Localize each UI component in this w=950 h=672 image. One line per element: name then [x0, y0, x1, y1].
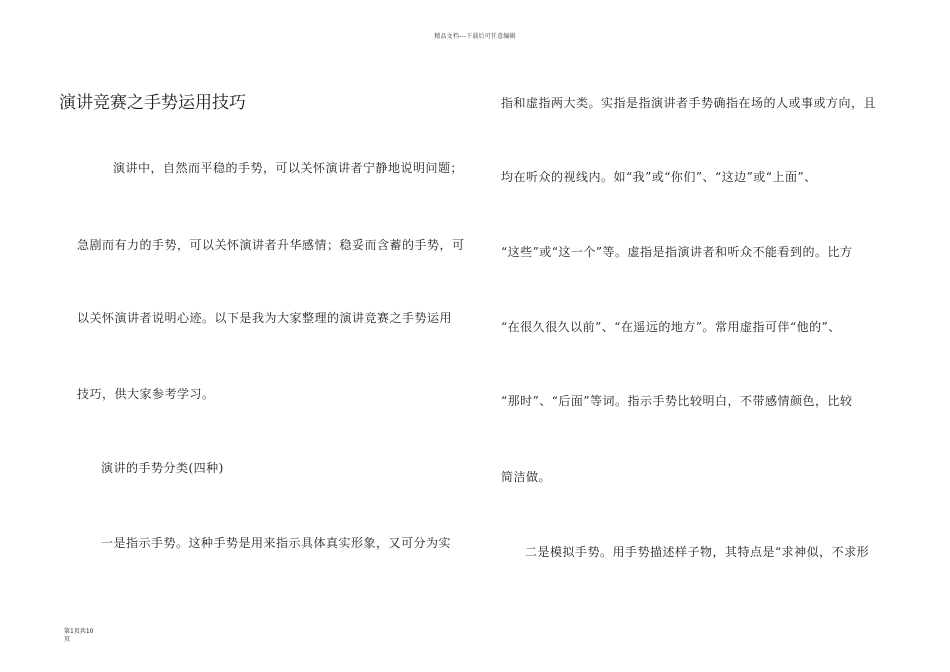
page-number-line: 第1页共10 — [64, 628, 94, 635]
document-title: 演讲竞赛之手势运用技巧 — [59, 93, 246, 113]
right-paragraph-line: 均在听众的视线内。如“我”或“你们”、“这边”或“上面”、 — [501, 170, 817, 184]
right-paragraph-line: “在很久很久以前”、“在遥远的地方”。常用虚指可伴“他的”、 — [501, 320, 841, 334]
left-paragraph-line: 技巧，供大家参考学习。 — [77, 387, 215, 401]
right-paragraph-line: 简洁做。 — [501, 470, 552, 484]
page-number-line: 页 — [64, 636, 71, 643]
right-paragraph-line: “那时”、“后面”等词。指示手势比较明白，不带感情颜色，比较 — [501, 394, 853, 408]
section-heading: 演讲的手势分类(四种) — [101, 461, 224, 475]
right-paragraph-line: “这些”或“这一个”等。虚指是指演讲者和听众不能看到的。比方 — [501, 245, 853, 259]
left-paragraph-line: 急剧而有力的手势，可以关怀演讲者升华感情；稳妥而含蓄的手势，可 — [77, 238, 465, 252]
left-paragraph-line: 演讲中，自然而平稳的手势，可以关怀演讲者宁静地说明问题； — [113, 161, 464, 175]
page-header: 精品文档---下载后可任意编辑 — [434, 33, 516, 40]
page-number-footer — [64, 628, 93, 644]
left-paragraph-line: 以关怀演讲者说明心迹。以下是我为大家整理的演讲竞赛之手势运用 — [77, 311, 453, 325]
right-paragraph-line: 指和虚指两大类。实指是指演讲者手势确指在场的人或事或方向，且 — [501, 96, 877, 110]
right-paragraph-line: 二是模拟手势。用手势描述样子物，其特点是“求神似，不求形 — [525, 545, 870, 559]
left-paragraph-line: 一是指示手势。这种手势是用来指示具体真实形象，又可分为实 — [101, 536, 452, 550]
